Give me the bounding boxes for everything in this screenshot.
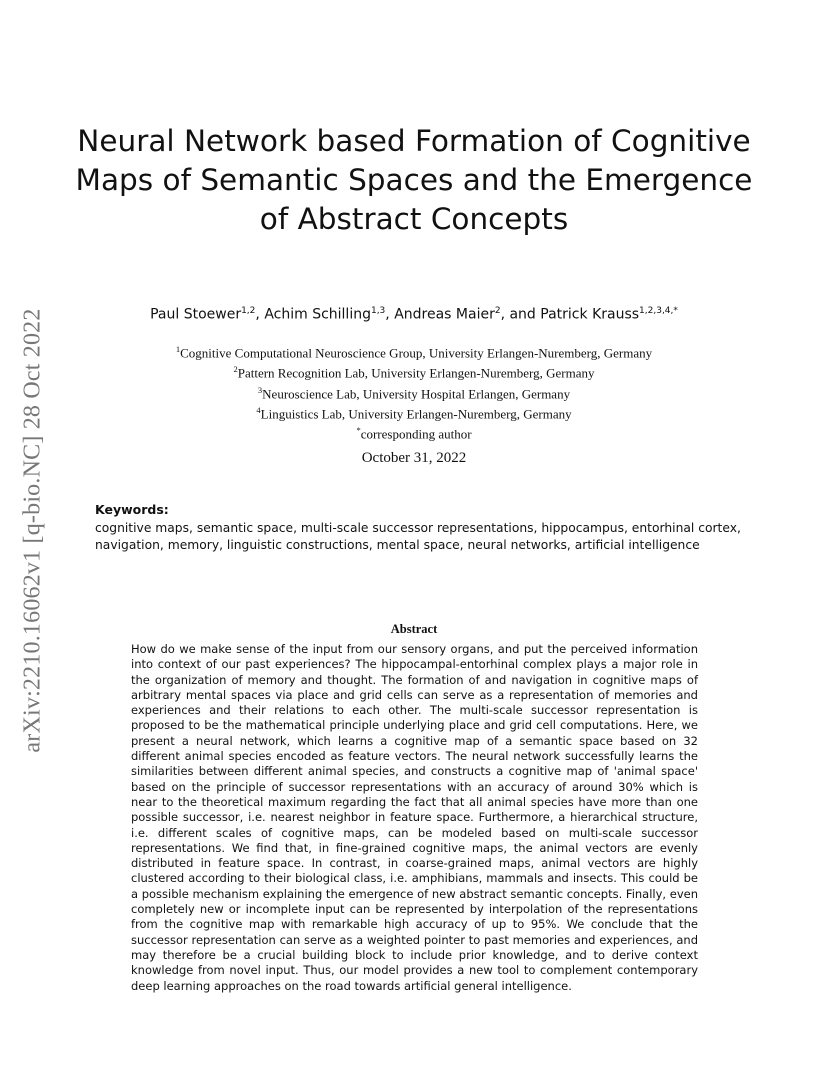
keywords-heading: Keywords:: [95, 502, 169, 517]
affiliation-marker: 3: [257, 384, 263, 395]
affiliation-text: Linguistics Lab, University Erlangen-Nuremberg, Germany: [260, 406, 572, 422]
author-separator: , and: [500, 306, 541, 323]
keywords-text: cognitive maps, semantic space, multi-scale successor representations, hippocampus, entorhinal cortex, navigation, memory, linguistic constructions, mental space, neural networks, artificial intelligence: [95, 521, 741, 552]
author-affiliation-marker: 1,3: [370, 306, 386, 316]
author-affiliation-marker: 1,2,3,4,*: [639, 306, 678, 316]
affiliation-marker: *: [356, 425, 361, 436]
affiliation-line: [60, 402, 768, 422]
affiliation-text: corresponding author: [360, 426, 472, 442]
affiliation-line: [60, 422, 768, 442]
affiliation-text: Cognitive Computational Neuroscience Group, University Erlangen-Nuremberg, Germany: [180, 345, 653, 361]
author-separator: ,: [255, 306, 265, 323]
author-name: Patrick Krauss: [540, 306, 640, 323]
affiliation-line: [60, 341, 768, 361]
author-name: Achim Schilling: [264, 306, 371, 323]
author-affiliation-marker: 2: [494, 306, 501, 316]
publication-date: October 31, 2022: [361, 450, 467, 466]
affiliation-line: [60, 361, 768, 381]
author-affiliation-marker: 1,2: [241, 306, 256, 316]
affiliation-text: Pattern Recognition Lab, University Erlangen-Nuremberg, Germany: [237, 365, 595, 381]
author-name: Paul Stoewer: [150, 306, 242, 323]
author-list: [60, 306, 768, 323]
affiliation-text: Neuroscience Lab, University Hospital Erlangen, Germany: [262, 385, 571, 401]
arxiv-identifier-stamp: [13, 270, 53, 790]
affiliation-list: [60, 341, 768, 443]
paper-title: Neural Network based Formation of Cognitive Maps of Semantic Spaces and the Emergence of Abstract Concepts: [75, 124, 753, 236]
abstract-text: How do we make sense of the input from our sensory organs, and put the perceived information into context of our past experiences? The hippocampal-entorhinal complex plays a major role in the organization of memory and thought. The formation of and navigation in cognitive maps of arbitrary mental spaces via place and grid cells can serve as a representation of memories and experiences and their relations to each other. The multi-scale successor representation is proposed to be the mathematical principle underlying place and grid cell computations. Here, we present a neural network, which learns a cognitive map of a semantic space based on 32 different animal species encoded as feature vectors. The neural network successfully learns the similarities between different animal species, and constructs a cognitive map of 'animal space' based on the principle of successor representations with an accuracy of around 30% which is near to the theoretical maximum regarding the fact that all animal species have more than one possible successor, i.e. nearest neighbor in feature space. Furthermore, a hierarchical structure, i.e. different scales of cognitive maps, can be modeled based on multi-scale successor representations. We find that, in fine-grained cognitive maps, the animal vectors are evenly distributed in feature space. In contrast, in coarse-grained maps, animal vectors are highly clustered according to their biological class, i.e. amphibians, mammals and insects. This could be a possible mechanism explaining the emergence of new abstract semantic concepts. Finally, even completely new or incomplete input can be represented by interpolation of the representations from the cognitive map with remarkable high accuracy of up to 95%. We conclude that the successor representation can serve as a weighted pointer to past memories and experiences, and may therefore be a crucial building block to include prior knowledge, and to derive context knowledge from novel input. Thus, our model provides a new tool to complement contemporary deep learning approaches on the road towards artificial general intelligence.: [131, 642, 698, 993]
affiliation-marker: 1: [175, 344, 181, 354]
arxiv-identifier-text: arXiv:2210.16062v1 [q-bio.NC] 28 Oct 2022: [19, 307, 46, 753]
affiliation-marker: 4: [256, 404, 261, 415]
affiliation-line: [60, 382, 768, 402]
author-separator: ,: [385, 306, 395, 323]
affiliation-marker: 2: [233, 364, 238, 375]
abstract-heading: Abstract: [390, 622, 438, 636]
author-name: Andreas Maier: [394, 306, 495, 323]
